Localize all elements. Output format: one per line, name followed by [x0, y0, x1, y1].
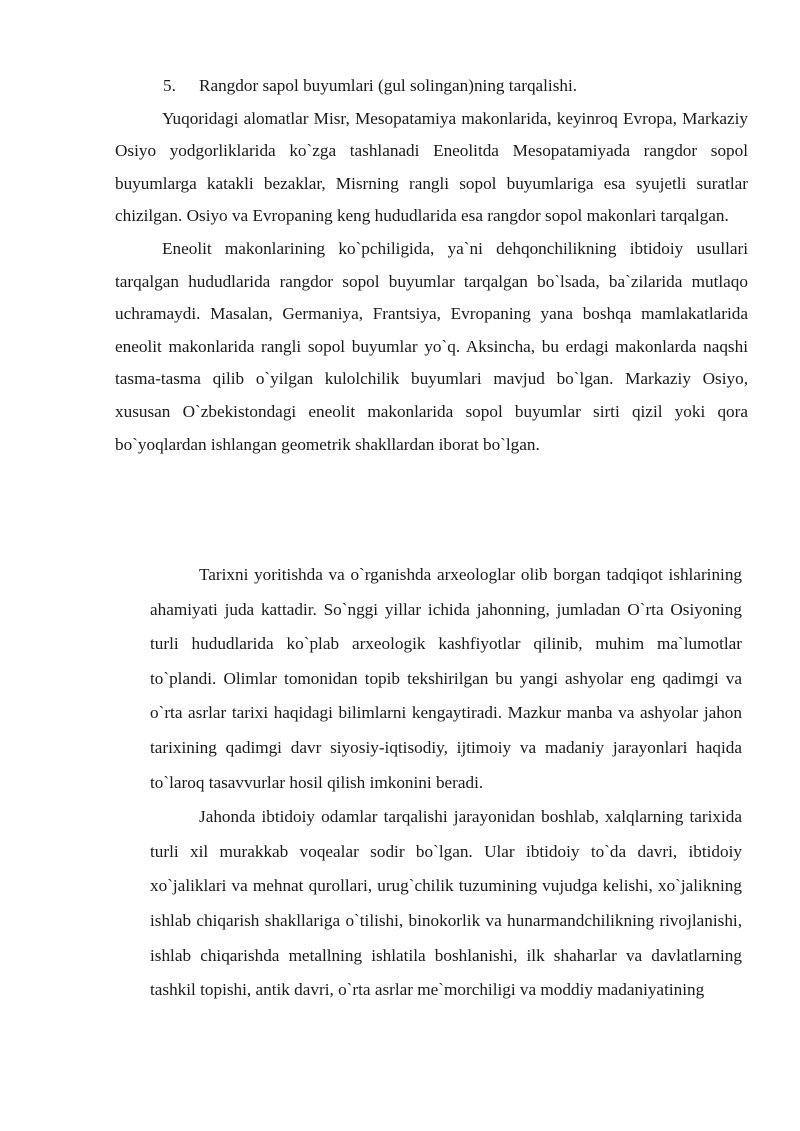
list-item-text: Rangdor sapol buyumlari (gul solingan)ning tarqalishi. — [199, 76, 578, 95]
paragraph: Jahonda ibtidoiy odamlar tarqalishi jarayonidan boshlab, xalqlarning tarixida turli xil murakkab voqealar sodir bo`lgan. Ular ibtidoiy to`da davri, ibtidoiy xo`jaliklari va mehnat qurollari, urug`chilik tuzumining vujudga kelishi, xo`jalikning ishlab chiqarish shakllariga o`tilishi, binokorlik va hunarmandchilikning rivojlanishi, ishlab chiqarishda metallning ishlatila boshlanishi, ilk shaharlar va davlatlarning tashkil topishi, antik davri, o`rta asrlar me`morchiligi va moddiy madaniyatining — [150, 807, 742, 1000]
paragraph: Eneolit makonlarining ko`pchiligida, ya`ni dehqonchilikning ibtidoiy usullari tarqalgan hududlarida rangdor sopol buyumlar tarqalgan bo`lsada, ba`zilarida mutlaqo uchramaydi. Masalan, Germaniya, Frantsiya, Evropaning yana boshqa mamlakatlarida eneolit makonlarida rangli sopol buyumlar yo`q. Aksincha, bu erdagi makonlarda naqshi tasma-tasma qilib o`yilgan kulolchilik buyumlari mavjud bo`lgan. Markaziy Osiyo, xususan O`zbekistondagi eneolit makonlarida sopol buyumlar sirti qizil yoki qora bo`yoqlardan ishlangan geometrik shakllardan iborat bo`lgan. — [115, 238, 748, 454]
numbered-list-item — [115, 70, 748, 103]
paragraph: Tarixni yoritishda va o`rganishda arxeologlar olib borgan tadqiqot ishlarining ahamiyati juda kattadir. So`nggi yillar ichida jahonning, jumladan O`rta Osiyoning turli hududlarida ko`plab arxeologik kashfiyotlar qilinib, muhim ma`lumotlar to`plandi. Olimlar tomonidan topib tekshirilgan bu yangi ashyolar eng qadimgi va o`rta asrlar tarixi haqidagi bilimlarni kengaytiradi. Mazkur manba va ashyolar jahon tarixining qadimgi davr siyosiy-iqtisodiy, ijtimoiy va madaniy jarayonlari haqida to`laroq tasavvurlar hosil qilish imkonini beradi. — [150, 565, 742, 792]
paragraph: Yuqoridagi alomatlar Misr, Mesopatamiya makonlarida, keyinroq Evropa, Markaziy Osiyo yodgorliklarida ko`zga tashlanadi Eneolitda Mesopatamiyada rangdor sopol buyumlarga katakli bezaklar, Misrning rangli sopol buyumlariga esa syujetli suratlar chizilgan. Osiyo va Evropaning keng hududlarida esa rangdor sopol makonlari tarqalgan. — [115, 108, 748, 226]
list-item-number: 5. — [163, 76, 176, 95]
text-block-upper — [115, 70, 748, 461]
text-block-lower — [150, 558, 742, 1008]
